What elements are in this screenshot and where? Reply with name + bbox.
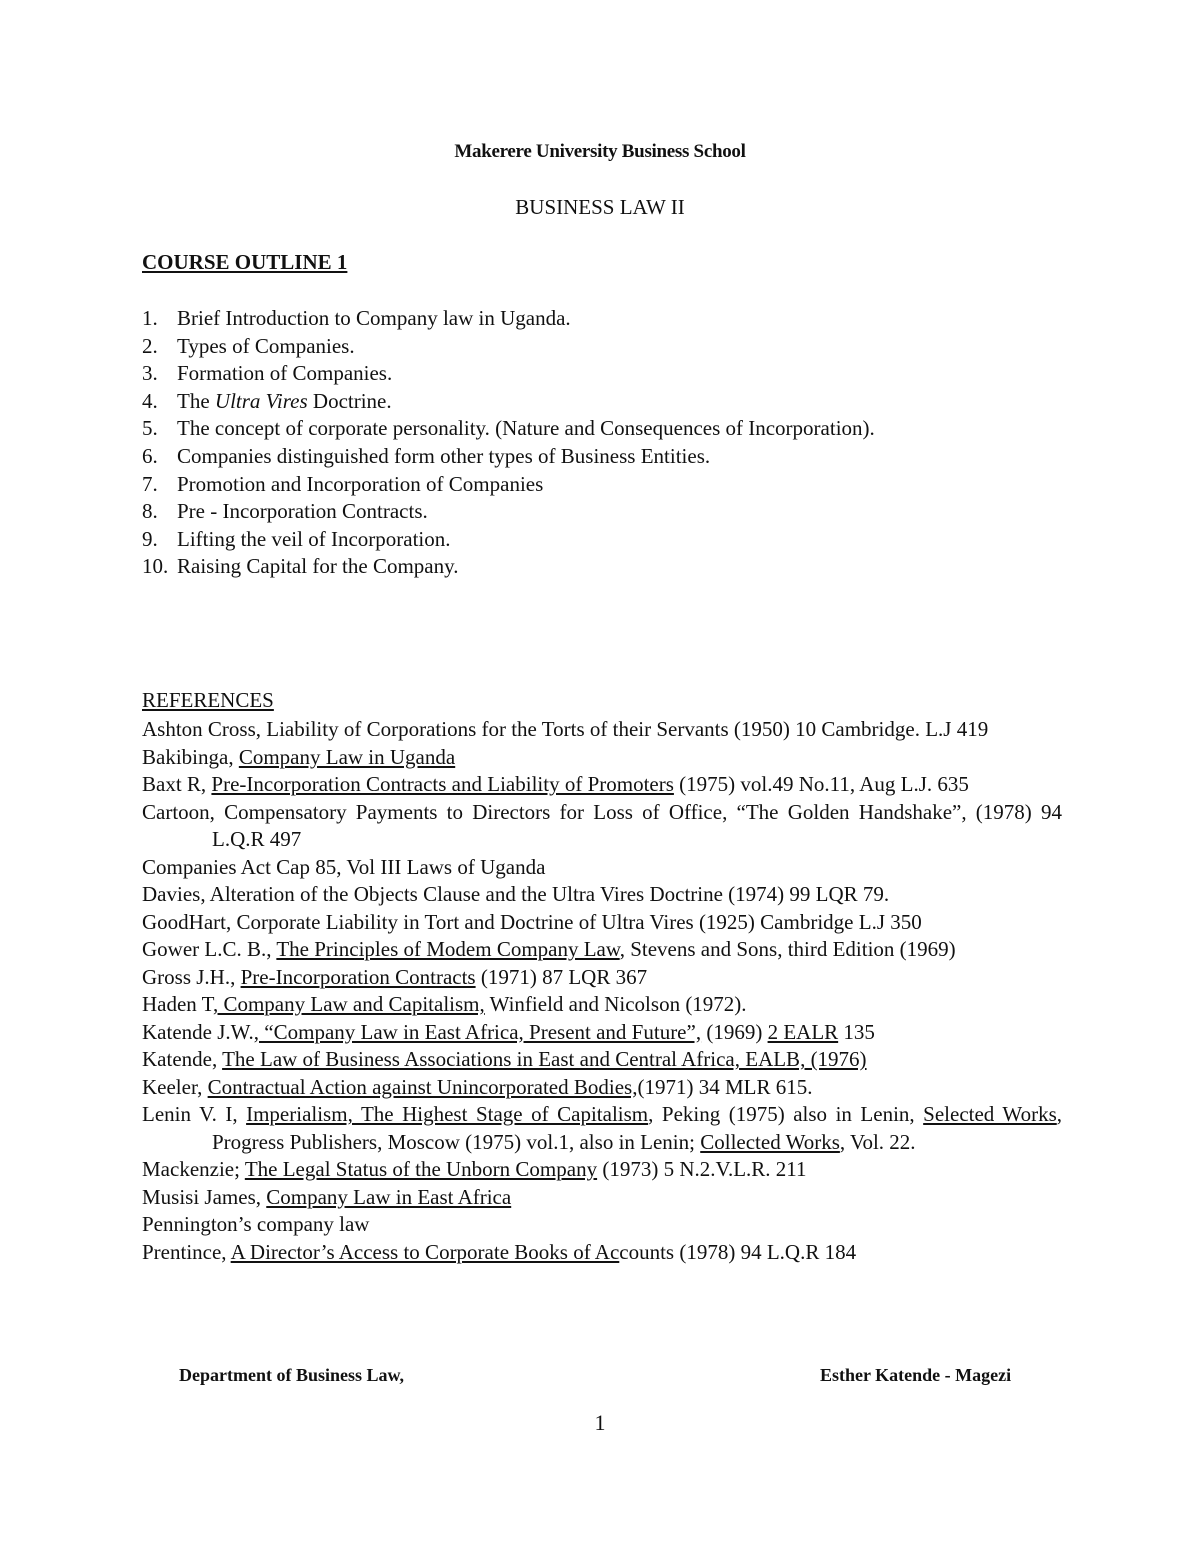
item-text: Types of Companies.	[177, 333, 355, 358]
reference-entry	[142, 1046, 1062, 1074]
ref-title: Collected Works	[700, 1129, 840, 1154]
ref-text: counts (1978) 94 L.Q.R 184	[619, 1239, 857, 1264]
ref-title: 2 EALR	[767, 1019, 839, 1044]
ref-text: Gross J.H.,	[142, 964, 241, 989]
outline-item	[142, 415, 875, 443]
outline-item	[142, 498, 875, 526]
ref-title: Contractual Action against Unincorporated Bodies,	[207, 1074, 638, 1099]
ref-text: Ashton Cross, Liability of Corporations for the Torts of their Servants (1950) 10 Cambridge. L.J 419	[142, 717, 989, 741]
ref-text: , Progress Publishers, Moscow (1975) vol.1, also in Lenin;	[212, 1102, 1062, 1154]
course-outline-list	[142, 305, 875, 581]
outline-item	[142, 333, 875, 361]
ref-text: Musisi James,	[142, 1184, 267, 1209]
institution-name: Makerere University Business School	[454, 141, 746, 162]
item-number: 1.	[142, 306, 158, 330]
ref-title: The Principles of Modem Company Law	[276, 937, 620, 961]
item-number: 10.	[142, 554, 169, 579]
ref-text: Companies Act Cap 85, Vol III Laws of Uganda	[142, 854, 546, 879]
ref-title: Company Law in Uganda	[238, 744, 456, 769]
reference-entry	[142, 771, 1062, 799]
item-text: The	[177, 388, 215, 413]
ref-text: Winfield and Nicolson (1972).	[484, 992, 747, 1016]
ref-text: 135	[838, 1019, 875, 1044]
outline-item	[142, 471, 875, 499]
references-list	[142, 716, 1062, 1266]
ref-text: Baxt R,	[142, 772, 212, 796]
course-title: BUSINESS LAW II	[515, 195, 685, 219]
outline-item	[142, 526, 875, 554]
ref-title: The Legal Status of the Unborn Company	[244, 1157, 598, 1181]
ref-text: , Stevens and Sons, third Edition (1969)	[619, 937, 956, 961]
ref-title: , “Company Law in East Africa, Present and Future”,	[253, 1019, 702, 1044]
ref-text: , Peking (1975) also in Lenin,	[648, 1102, 924, 1126]
ref-title: Pre-Incorporation Contracts	[240, 964, 476, 989]
ref-text: Katende J.W.	[142, 1019, 254, 1044]
reference-entry	[142, 1074, 1062, 1102]
ref-text: Pennington’s company law	[142, 1212, 370, 1236]
references-heading: REFERENCES	[142, 688, 274, 712]
reference-entry	[142, 799, 1062, 854]
ref-text: (1975) vol.49 No.11, Aug L.J. 635	[673, 772, 969, 796]
item-number: 4.	[142, 388, 158, 413]
ref-text: Lenin V. I,	[142, 1102, 247, 1126]
reference-entry	[142, 909, 1062, 937]
reference-entry	[142, 854, 1062, 882]
ref-text: Cartoon, Compensatory Payments to Directors for Loss of Office, “The Golden Handshake”, (1978) 94 L.Q.R 497	[142, 799, 1062, 851]
ref-text: , Vol. 22.	[839, 1129, 916, 1154]
reference-entry	[142, 881, 1062, 909]
item-number: 5.	[142, 416, 158, 441]
reference-entry	[142, 744, 1062, 772]
ref-title: Selected Works	[923, 1102, 1057, 1126]
outline-heading: COURSE OUTLINE 1	[142, 250, 348, 274]
item-text: Lifting the veil of Incorporation.	[177, 526, 451, 551]
outline-item	[142, 553, 875, 581]
reference-entry	[142, 1019, 1062, 1047]
page-number: 1	[594, 1410, 606, 1435]
ref-title: Pre-Incorporation Contracts and Liability of Promoters	[211, 772, 674, 796]
ref-title: The Law of Business Associations in East and Central Africa, EALB, (1976)	[222, 1047, 867, 1071]
item-text: Companies distinguished form other types of Business Entities.	[177, 443, 711, 468]
item-number: 9.	[142, 526, 158, 551]
outline-item	[142, 305, 875, 333]
ref-text: (1973) 5 N.2.V.L.R. 211	[597, 1157, 807, 1181]
item-text: Pre - Incorporation Contracts.	[177, 499, 428, 524]
item-number: 6.	[142, 443, 158, 468]
item-text-italic: Ultra Vires	[214, 388, 308, 413]
ref-text: Mackenzie;	[142, 1157, 245, 1181]
reference-entry	[142, 1239, 1062, 1267]
item-number: 8.	[142, 499, 158, 524]
item-text: Promotion and Incorporation of Companies	[177, 471, 544, 496]
reference-entry	[142, 964, 1062, 992]
ref-text: Prentince,	[142, 1239, 231, 1264]
item-text: Formation of Companies.	[177, 361, 393, 386]
reference-entry	[142, 991, 1062, 1019]
ref-text: Keeler,	[142, 1074, 208, 1099]
outline-item	[142, 360, 875, 388]
ref-title: Company Law in East Africa	[266, 1184, 512, 1209]
item-number: 3.	[142, 361, 158, 386]
ref-title: Imperialism, The Highest Stage of Capitalism	[246, 1102, 649, 1126]
reference-entry	[142, 1156, 1062, 1184]
ref-title: A Director’s Access to Corporate Books of Ac	[230, 1239, 620, 1264]
ref-text: Haden T	[142, 992, 213, 1016]
footer-author: Esther Katende - Magezi	[820, 1365, 1012, 1385]
ref-text: Davies, Alteration of the Objects Clause and the Ultra Vires Doctrine (1974) 99 LQR 79.	[142, 882, 890, 906]
reference-entry	[142, 936, 1062, 964]
item-text: The concept of corporate personality. (Nature and Consequences of Incorporation).	[177, 416, 875, 441]
outline-item	[142, 388, 875, 416]
ref-text: (1971) 87 LQR 367	[475, 964, 648, 989]
ref-text: (1969)	[701, 1019, 768, 1044]
ref-title: , Company Law and Capitalism,	[212, 992, 485, 1016]
ref-text: Gower L.C. B.,	[142, 937, 277, 961]
footer-department: Department of Business Law,	[179, 1365, 405, 1385]
reference-entry	[142, 716, 1062, 744]
ref-text: Bakibinga,	[142, 744, 239, 769]
item-number: 2.	[142, 333, 158, 358]
ref-text: GoodHart, Corporate Liability in Tort and Doctrine of Ultra Vires (1925) Cambridge L.J 350	[142, 909, 922, 934]
reference-entry	[142, 1101, 1062, 1156]
ref-text: (1971) 34 MLR 615.	[637, 1074, 813, 1099]
item-text: Doctrine.	[307, 388, 392, 413]
outline-item	[142, 443, 875, 471]
reference-entry	[142, 1211, 1062, 1239]
item-number: 7.	[142, 471, 158, 496]
item-text: Raising Capital for the Company.	[177, 554, 459, 579]
ref-text: Katende,	[142, 1047, 223, 1071]
item-text: Brief Introduction to Company law in Uganda.	[177, 306, 571, 330]
reference-entry	[142, 1184, 1062, 1212]
